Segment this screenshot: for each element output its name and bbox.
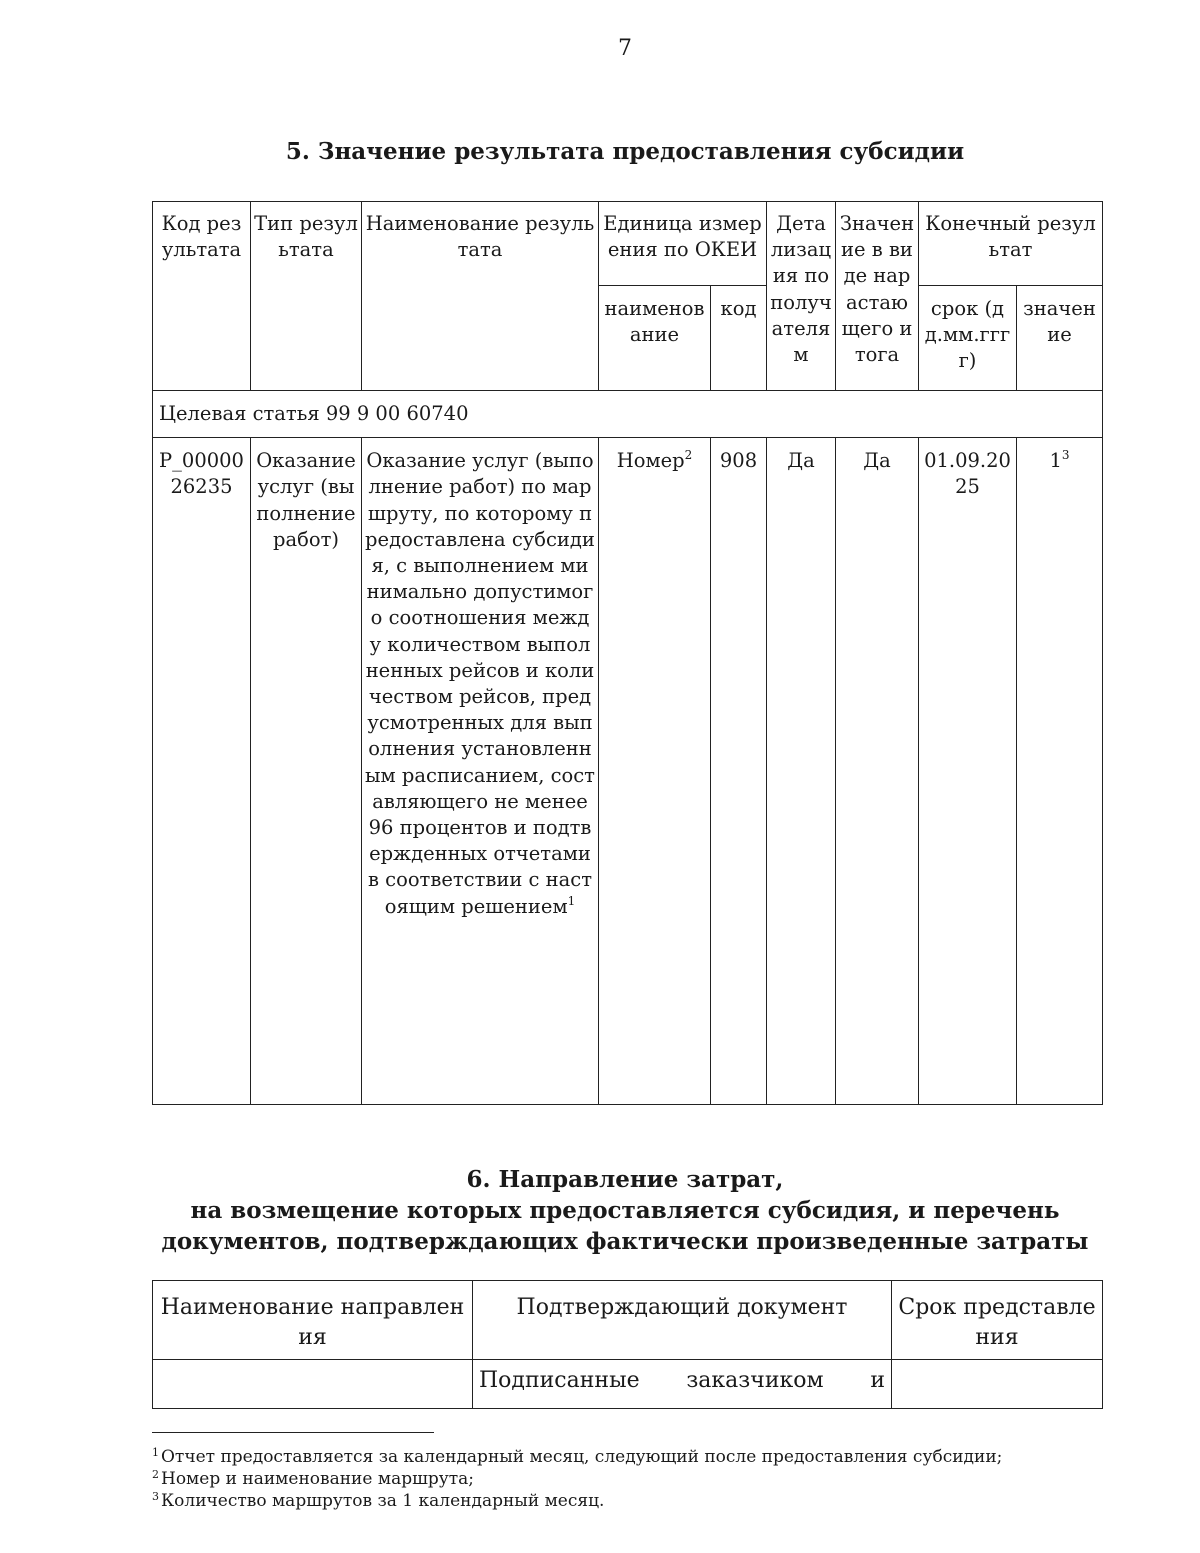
- header-unit-name: наименование: [599, 286, 711, 391]
- direction-cell: [153, 1360, 473, 1409]
- header-final-result: Конечный результат: [919, 202, 1103, 286]
- footnote-divider: [152, 1432, 434, 1433]
- result-table: [152, 201, 1103, 1105]
- value-text: 1: [1049, 449, 1062, 473]
- footnote-ref: 3: [1061, 448, 1070, 463]
- header-submission-deadline: Срок представления: [892, 1281, 1103, 1360]
- header-result-type: Тип результата: [251, 202, 362, 391]
- footnote-2: [152, 1468, 1152, 1490]
- value-cell: [1017, 438, 1103, 1105]
- section-6-title-line: документов, подтверждающих фактически произведенные затраты: [161, 1228, 1089, 1255]
- footnote-text: Отчет предоставляется за календарный месяц, следующий после предоставления субсидии;: [161, 1447, 1003, 1467]
- document-word: и: [870, 1368, 885, 1393]
- footnote-text: Номер и наименование маршрута;: [161, 1469, 475, 1489]
- header-direction-name: Наименование направления: [153, 1281, 473, 1360]
- section-6-title-line: 6. Направление затрат,: [466, 1166, 784, 1193]
- unit-name-text: Номер: [616, 449, 685, 473]
- unit-name-cell: [599, 438, 711, 1105]
- section-6-title-line: на возмещение которых предоставляется субсидия, и перечень: [190, 1197, 1060, 1224]
- result-name-text: Оказание услуг (выполнение работ) по маршруту, по которому предоставлена субсидия, с выполнением минимально допустимого соотношения между количеством выполненных рейсов и количеством рейсов, предусмотренных для выполнения установленным расписанием, составляющего не менее 96 процентов и подтвержденных отчетами в соответствии с настоящим решением: [365, 449, 595, 918]
- document-word: Подписанные: [479, 1368, 640, 1393]
- expense-directions-table: [152, 1280, 1103, 1409]
- submission-deadline-cell: [892, 1360, 1103, 1409]
- footnote-ref: 2: [684, 448, 693, 463]
- footnote-3: [152, 1490, 1152, 1512]
- header-supporting-document: Подтверждающий документ: [473, 1281, 892, 1360]
- target-article-row: Целевая статья 99 9 00 60740: [153, 391, 1103, 438]
- footnote-mark: 2: [152, 1468, 159, 1481]
- header-unit-okei: Единица измерения по ОКЕИ: [599, 202, 767, 286]
- header-unit-code: код: [711, 286, 767, 391]
- header-value: значение: [1017, 286, 1103, 391]
- deadline-cell: 01.09.2025: [919, 438, 1017, 1105]
- header-cumulative-value: Значение в виде нарастающего итога: [836, 202, 919, 391]
- document-word: заказчиком: [686, 1368, 824, 1393]
- header-deadline: срок (дд.мм.гггг): [919, 286, 1017, 391]
- document-cell: [473, 1360, 892, 1409]
- footnote-mark: 1: [152, 1446, 159, 1459]
- footnote-mark: 3: [152, 1490, 159, 1503]
- result-name-cell: [362, 438, 599, 1105]
- header-detail-by-recipients: Детализация по получателям: [767, 202, 836, 391]
- header-result-code: Код результата: [153, 202, 251, 391]
- result-code-cell: Р_0000026235: [153, 438, 251, 1105]
- footnotes: [152, 1446, 1152, 1512]
- result-type-cell: Оказание услуг (выполнение работ): [251, 438, 362, 1105]
- header-result-name: Наименование результата: [362, 202, 599, 391]
- footnote-text: Количество маршрутов за 1 календарный месяц.: [161, 1491, 605, 1511]
- detail-cell: Да: [767, 438, 836, 1105]
- footnote-ref: 1: [567, 893, 576, 908]
- footnote-1: [152, 1446, 1152, 1468]
- section-5-title: 5. Значение результата предоставления субсидии: [285, 138, 965, 165]
- section-6-title: [0, 1164, 1200, 1257]
- cumulative-cell: Да: [836, 438, 919, 1105]
- page-number: 7: [618, 36, 632, 61]
- unit-code-cell: 908: [711, 438, 767, 1105]
